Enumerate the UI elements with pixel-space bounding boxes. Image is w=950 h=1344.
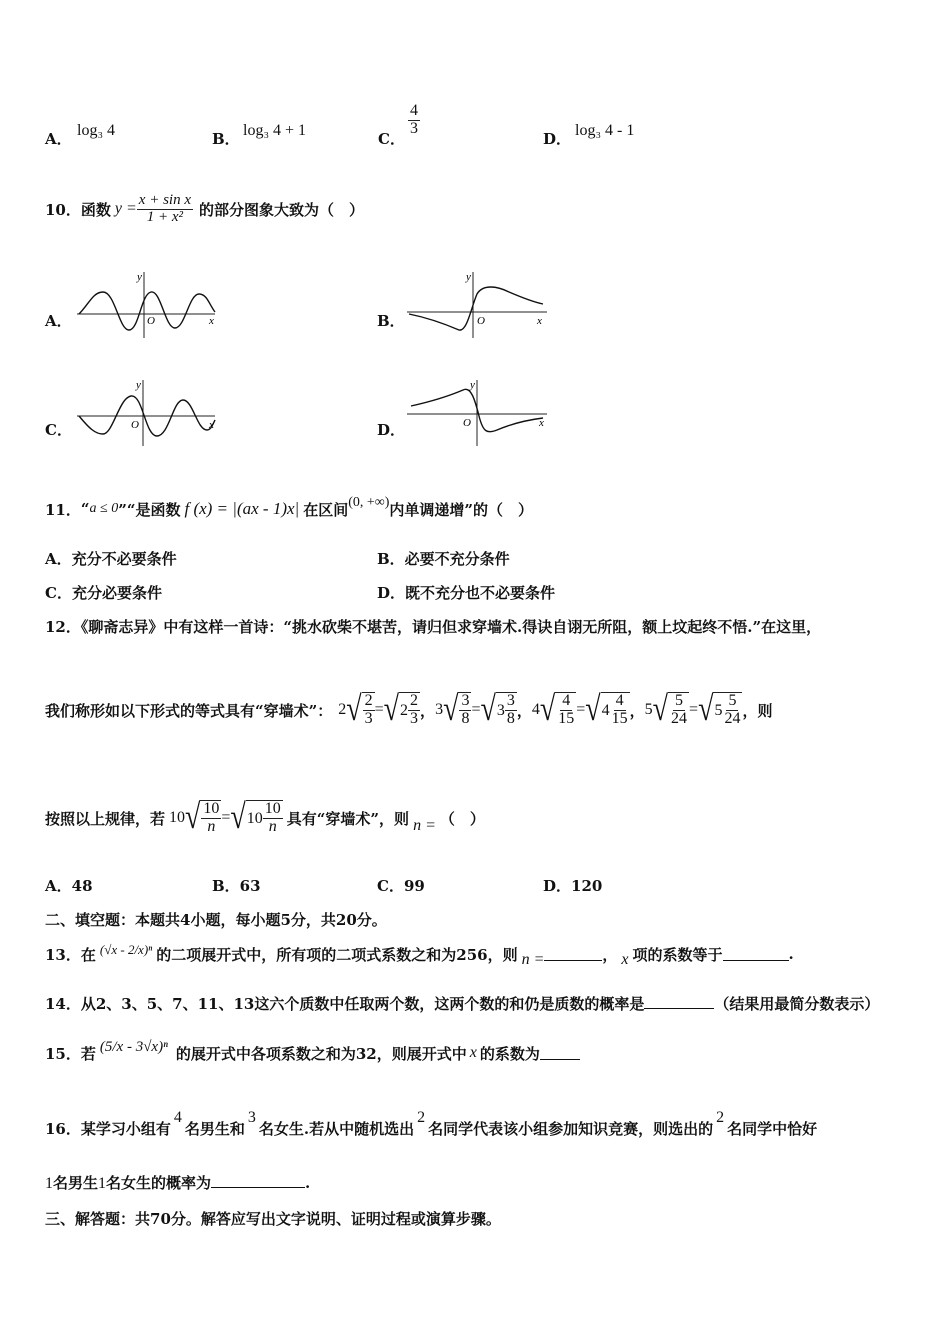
q12-n-label: n = [413, 817, 436, 834]
q10-d-y-label: y [470, 379, 475, 391]
q10-d-x-label: x [539, 417, 544, 429]
q16-n3: 3 [247, 1109, 256, 1126]
wall-eq-2-frac-right-den: 8 [506, 710, 515, 727]
wall-eq-2-frac-left [459, 693, 471, 728]
q12-line2-suffix: ，则 [742, 701, 773, 720]
q16-line2-t2: 名女生的概率为 [106, 1174, 212, 1192]
q13-stem [45, 934, 794, 974]
wall-eq-1-frac-right [408, 693, 420, 728]
q11-function: f (x) = |(ax - 1)x| [184, 499, 300, 518]
wall-eq-3-sqrt-right-radicand [601, 692, 630, 728]
wall-eq-1-sqrt-left-radicand [362, 692, 375, 728]
wall-eq-4-coef: 5 [644, 701, 653, 718]
wall-eq-rule-frac-right-den: n [268, 818, 277, 835]
q10-formula-den: 1 + x² [146, 208, 184, 225]
wall-eq-1-inner-coef: 2 [400, 701, 409, 719]
q11-stem [45, 494, 533, 524]
wall-eq-1-sqrt-right-radical-sign: √ [383, 690, 400, 729]
q10-graph-b [405, 268, 555, 340]
q12-line3-prefix: 按照以上规律，若 [45, 809, 166, 828]
wall-eq-comma-1: ， [420, 703, 436, 720]
q16-n2a: 2 [417, 1109, 426, 1126]
q10-c-y-label: y [136, 379, 141, 391]
q15-text2: 的系数为 [479, 1044, 540, 1063]
q12-line3-mid: 具有“穿墙术”，则 [286, 809, 410, 828]
q13-blank-2[interactable] [723, 948, 789, 961]
q15-stem [45, 1028, 580, 1078]
wall-equation-3 [532, 692, 630, 728]
q10-formula-lhs: y = [114, 200, 137, 217]
wall-eq-rule-frac-left [201, 801, 221, 836]
q16-n4: 4 [173, 1109, 182, 1126]
q16-line1 [45, 1110, 817, 1146]
section-3-heading: 三、解答题：共70分。解答应写出文字说明、证明过程或演算步骤。 [45, 1210, 501, 1228]
wall-eq-1-frac-left-den: 3 [364, 710, 373, 727]
q11-option-d: D．既不充分也不必要条件 [377, 584, 556, 602]
q10-graph-c [75, 376, 225, 448]
wall-eq-3-sqrt-right [585, 692, 629, 728]
q10-c-origin: O [131, 419, 139, 431]
wall-eq-3-sqrt-right-radical-sign: √ [585, 690, 601, 729]
q16-t3: 名同学代表该小组参加知识竞赛，则选出的 [428, 1119, 714, 1138]
wall-eq-2-inner-coef: 3 [496, 701, 505, 719]
q10-formula [137, 193, 193, 226]
q10-prefix: 函数 [80, 200, 111, 219]
q13-separator: ， [602, 945, 618, 964]
q12-rule-equation [169, 800, 283, 836]
wall-eq-4-equals: = [689, 701, 699, 718]
q9-option-b-value: log₃ 4 + 1 [243, 122, 307, 139]
wall-eq-4-sqrt-right-radical-sign: √ [698, 690, 714, 729]
q16-t1: 名男生和 [184, 1119, 245, 1138]
wall-eq-2-sqrt-right [480, 692, 516, 728]
q11-option-b: B．必要不充分条件 [377, 550, 510, 568]
wall-eq-2-frac-left-den: 8 [461, 710, 470, 727]
q11-suffix: 内单调递增”的（ ） [389, 500, 534, 519]
q9-option-c-fraction [408, 103, 420, 138]
wall-eq-2-sqrt-right-radicand [496, 692, 517, 728]
wall-eq-rule-equals: = [221, 809, 231, 826]
q16-line2 [45, 1172, 310, 1193]
wall-eq-comma-3: ， [629, 703, 645, 720]
wall-eq-4-frac-right-den: 24 [724, 710, 741, 727]
q14-end: （结果用最简分数表示） [714, 995, 880, 1013]
wall-eq-2-coef: 3 [435, 701, 444, 718]
q10-b-y-label: y [466, 271, 471, 283]
wall-eq-3-frac-left-den: 15 [558, 710, 575, 727]
wall-eq-rule-inner-coef: 10 [246, 809, 263, 827]
q9-c-numerator: 4 [410, 102, 418, 119]
q10-d-origin: O [463, 417, 471, 429]
q9-option-d-value: log₃ 4 - 1 [575, 122, 635, 139]
wall-eq-3-frac-right-num: 4 [615, 692, 624, 710]
q13-x-label: x [621, 951, 629, 968]
wall-eq-2-frac-right-num: 3 [506, 692, 515, 710]
wall-eq-4-sqrt-right [698, 692, 742, 728]
wall-eq-1-sqrt-right-radicand [399, 692, 420, 728]
q15-text: 的展开式中各项系数之和为32，则展开式中 [175, 1044, 467, 1063]
wall-eq-1-frac-left [363, 693, 375, 728]
q14-stem [45, 993, 879, 1014]
wall-eq-3-equals: = [576, 701, 586, 718]
section-2-heading: 二、填空题：本题共4小题，每小题5分，共20分。 [45, 911, 387, 929]
wall-eq-2-frac-right [505, 693, 517, 728]
wall-eq-rule-coef: 10 [169, 809, 186, 826]
q15-blank[interactable] [540, 1047, 580, 1060]
q16-n2b: 2 [716, 1109, 725, 1126]
wall-eq-3-sqrt-left-radical-sign: √ [539, 690, 556, 729]
wall-eq-3-frac-left-num: 4 [562, 692, 571, 710]
q12-line2 [45, 680, 772, 740]
wall-equation-2 [435, 692, 517, 728]
q16-blank[interactable] [211, 1175, 305, 1188]
q16-line2-n2: 1 [98, 1175, 107, 1192]
wall-eq-3-sqrt-left [540, 692, 576, 728]
q9-option-d-letter: D． [543, 130, 572, 148]
q11-option-a: A．充分不必要条件 [45, 550, 177, 568]
wall-eq-2-sqrt-left [443, 692, 471, 728]
q13-text2: 项的系数等于 [632, 945, 723, 964]
wall-eq-1-sqrt-right [384, 692, 420, 728]
wall-eq-4-frac-right-num: 5 [728, 692, 737, 710]
wall-eq-1-sqrt-left [346, 692, 374, 728]
q10-c-x-label: x [209, 419, 214, 431]
q9-c-denominator: 3 [410, 119, 418, 137]
q11-interval: (0, +∞) [348, 495, 390, 510]
wall-eq-rule-frac-left-den: n [207, 818, 216, 835]
q13-end: . [788, 945, 794, 963]
wall-eq-rule-frac-right-num: 10 [264, 800, 281, 818]
q11-condition: a ≤ 0 [89, 501, 119, 516]
q15-x-label: x [469, 1044, 477, 1061]
wall-eq-4-sqrt-left-radical-sign: √ [652, 690, 669, 729]
wall-eq-4-frac-left-num: 5 [675, 692, 684, 710]
q11-mid2: 在区间 [303, 500, 349, 519]
wall-eq-2-frac-left-num: 3 [461, 692, 470, 710]
q10-option-c-letter: C． [45, 421, 72, 439]
q10-option-b-letter: B． [377, 312, 405, 330]
q16-line2-n1: 1 [45, 1175, 53, 1192]
q12-line2-prefix: 我们称形如以下形式的等式具有“穿墙术”： [45, 701, 333, 720]
wall-eq-3-frac-right-den: 15 [611, 710, 628, 727]
q9-option-c-letter: C． [378, 130, 405, 148]
q16-t2: 名女生.若从中随机选出 [258, 1119, 415, 1138]
q10-b-origin: O [477, 315, 485, 327]
wall-equation-1 [338, 692, 420, 728]
q16-number: 16．某学习小组有 [45, 1119, 171, 1138]
q9-option-b-letter: B． [212, 130, 240, 148]
q16-t4: 名同学中恰好 [727, 1119, 818, 1138]
q10-suffix: 的部分图象大致为（ ） [199, 200, 365, 219]
q10-a-x-label: x [209, 315, 214, 327]
q12-line3-suffix: （ ） [439, 809, 485, 828]
wall-eq-1-equals: = [374, 701, 384, 718]
wall-eq-4-frac-left-den: 24 [671, 710, 688, 727]
wall-eq-2-sqrt-left-radicand [458, 692, 471, 728]
q12-option-c: C．99 [377, 877, 425, 895]
q13-number: 13．在 [45, 945, 96, 964]
q10-option-d-letter: D． [377, 421, 406, 439]
wall-eq-4-sqrt-left-radicand [668, 692, 689, 728]
wall-eq-2-equals: = [471, 701, 481, 718]
wall-eq-2-sqrt-right-radical-sign: √ [480, 690, 496, 729]
wall-eq-4-sqrt-left [653, 692, 689, 728]
q10-a-origin: O [147, 315, 155, 327]
wall-eq-1-frac-left-num: 2 [364, 692, 373, 710]
q11-open-quote: “ [80, 500, 90, 518]
wall-eq-3-frac-right [610, 693, 630, 728]
q12-equations [338, 692, 742, 728]
wall-eq-rule-sqrt-right [230, 800, 282, 836]
q11-option-c: C．充分必要条件 [45, 584, 162, 602]
wall-eq-4-inner-coef: 5 [714, 701, 723, 719]
q10-graph-a [75, 268, 225, 340]
q10-b-x-label: x [537, 315, 542, 327]
wall-eq-4-frac-right [722, 693, 742, 728]
q9-option-a-value: log₃ 4 [77, 122, 116, 139]
q11-mid: ”“是函数 [118, 500, 181, 519]
wall-eq-rule-frac-left-num: 10 [203, 800, 220, 818]
q9-option-a-letter: A． [45, 130, 72, 148]
wall-eq-4-frac-left [669, 693, 689, 728]
wall-equation-4 [645, 692, 743, 728]
wall-eq-2-sqrt-left-radical-sign: √ [443, 690, 459, 729]
q13-n-label: n = [521, 951, 545, 968]
wall-eq-comma-2: ， [516, 703, 532, 720]
q15-number: 15．若 [45, 1044, 96, 1063]
q16-line2-t1: 名男生 [53, 1174, 99, 1192]
wall-eq-rule-sqrt-left-radicand [200, 800, 221, 836]
wall-eq-1-coef: 2 [338, 701, 347, 718]
q10-option-a-letter: A． [45, 312, 72, 330]
wall-eq-1-sqrt-left-radical-sign: √ [346, 690, 362, 729]
wall-eq-1-frac-right-den: 3 [410, 710, 419, 727]
wall-eq-1-frac-right-num: 2 [410, 692, 419, 710]
q10-number: 10． [45, 200, 81, 219]
wall-eq-rule-sqrt-right-radicand [246, 800, 283, 836]
wall-eq-rule-frac-right [263, 801, 283, 836]
wall-eq-4-sqrt-right-radicand [713, 692, 742, 728]
q14-blank[interactable] [644, 996, 714, 1009]
wall-eq-3-frac-left [556, 693, 576, 728]
q14-text: 14．从2、3、5、7、11、13这六个质数中任取两个数，这两个数的和仍是质数的概率是 [45, 995, 645, 1013]
wall-eq-3-coef: 4 [531, 701, 540, 718]
wall-eq-rule-sqrt-left-radical-sign: √ [185, 798, 201, 837]
wall-equation-rule [169, 800, 283, 836]
q15-expression: (5/x - 3√x)ⁿ [99, 1038, 168, 1055]
q12-option-a: A．48 [45, 877, 93, 895]
q12-option-d: D．120 [543, 877, 603, 895]
wall-eq-rule-sqrt-left [185, 800, 221, 836]
wall-eq-rule-sqrt-right-radical-sign: √ [230, 798, 246, 837]
q10-formula-num: x + sin x [138, 191, 191, 208]
q13-text: 的二项展开式中，所有项的二项式系数之和为256，则 [156, 945, 518, 964]
wall-eq-3-sqrt-left-radicand [555, 692, 576, 728]
q13-blank-1[interactable] [544, 948, 602, 961]
q10-graph-d [405, 376, 555, 448]
q12-option-b: B．63 [212, 877, 261, 895]
q12-line3 [45, 790, 485, 846]
q10-stem [45, 186, 364, 232]
wall-eq-3-inner-coef: 4 [601, 701, 610, 719]
q11-number: 11． [45, 500, 81, 519]
q13-expression: (√x - 2/x)ⁿ [99, 942, 153, 957]
q10-a-y-label: y [137, 271, 142, 283]
q12-line1: 12．《聊斋志异》中有这样一首诗：“挑水砍柴不堪苦，请归但求穿墙术.得诀自诩无所阻，额上坟起终不悟.”在这里， [45, 618, 822, 636]
q16-end: . [305, 1174, 311, 1192]
